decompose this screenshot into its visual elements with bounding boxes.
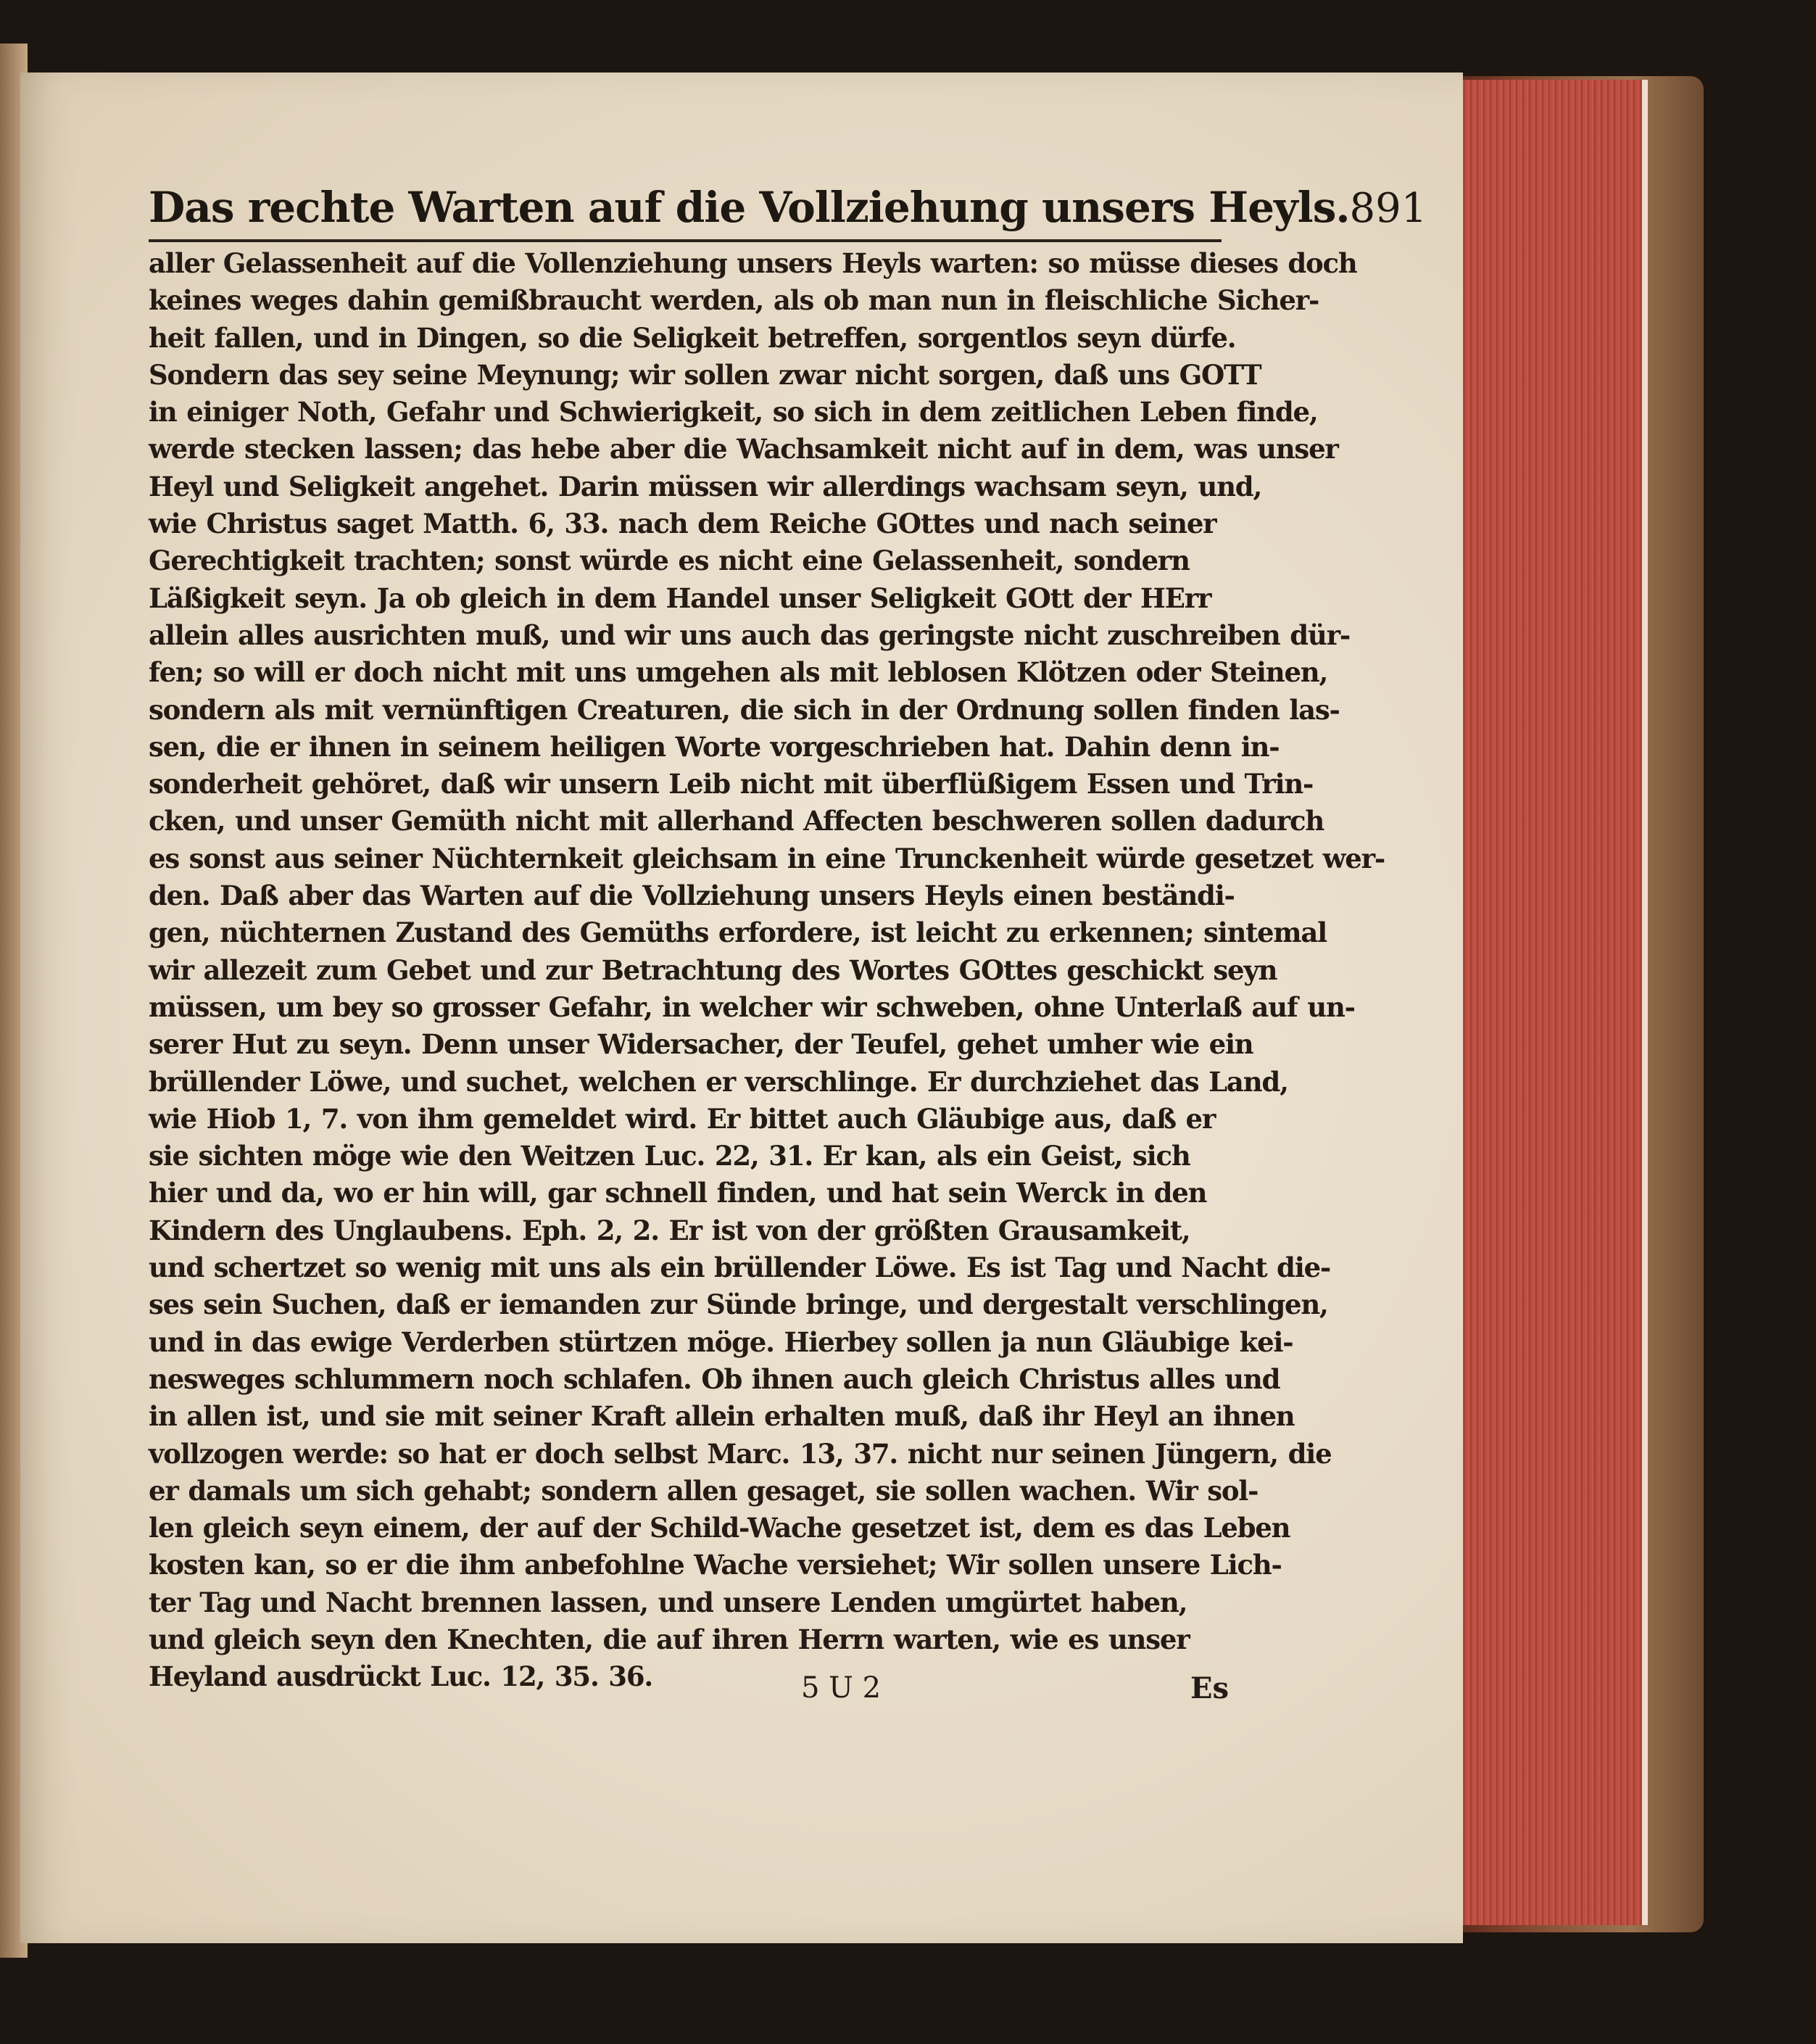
signature-mark: 5 U 2: [801, 1671, 882, 1705]
text-line: und in das ewige Verderben stürtzen möge. Hierbey sollen ja nun Gläubige kei-: [149, 1325, 1293, 1358]
text-line: heit fallen, und in Dingen, so die Seligkeit betreffen, sorgentlos seyn dürfe.: [149, 321, 1236, 354]
text-line: sonderheit gehöret, daß wir unsern Leib nicht mit überflüßigem Essen und Trin-: [149, 768, 1314, 800]
text-line: Sondern das sey seine Meynung; wir sollen zwar nicht sorgen, daß uns GOTT: [149, 358, 1261, 391]
text-line: sen, die er ihnen in seinem heiligen Worte vorgeschrieben hat. Dahin denn in-: [149, 730, 1280, 763]
text-line: und schertzet so wenig mit uns als ein brüllender Löwe. Es ist Tag und Nacht die-: [149, 1251, 1331, 1284]
body-text: [149, 245, 1385, 1696]
text-line: und gleich seyn den Knechten, die auf ihren Herrn warten, wie es unser: [149, 1623, 1190, 1655]
catchword: Es: [1190, 1671, 1229, 1705]
text-line: fen; so will er doch nicht mit uns umgehen als mit leblosen Klötzen oder Steinen,: [149, 656, 1328, 689]
text-line: den. Daß aber das Warten auf die Vollziehung unsers Heyls einen beständi-: [149, 880, 1235, 912]
text-line: werde stecken lassen; das hebe aber die Wachsamkeit nicht auf in dem, was unser: [149, 433, 1338, 466]
text-line: in allen ist, und sie mit seiner Kraft allein erhalten muß, daß ihr Heyl an ihnen: [149, 1400, 1295, 1433]
text-line: kosten kan, so er die ihm anbefohlne Wache versiehet; Wir sollen unsere Lich-: [149, 1549, 1282, 1581]
text-line: sie sichten möge wie den Weitzen Luc. 22, 31. Er kan, als ein Geist, sich: [149, 1140, 1190, 1172]
text-line: brüllender Löwe, und suchet, welchen er verschlinge. Er durchziehet das Land,: [149, 1065, 1288, 1098]
text-line: wie Christus saget Matth. 6, 33. nach dem Reiche GOttes und nach seiner: [149, 508, 1216, 540]
page-header: [149, 174, 1427, 232]
text-line: Kindern des Unglaubens. Eph. 2, 2. Er ist von der größten Grausamkeit,: [149, 1214, 1190, 1246]
text-line: Heyl und Seligkeit angehet. Darin müssen wir allerdings wachsam seyn, und,: [149, 470, 1262, 502]
text-line: müssen, um bey so grosser Gefahr, in welcher wir schweben, ohne Unterlaß auf un-: [149, 990, 1355, 1023]
text-line: keines weges dahin gemißbraucht werden, als ob man nun in fleischliche Sicher-: [149, 284, 1319, 317]
text-line: gen, nüchternen Zustand des Gemüths erfordere, ist leicht zu erkennen; sintemal: [149, 917, 1327, 949]
text-line: hier und da, wo er hin will, gar schnell finden, und hat sein Werck in den: [149, 1177, 1207, 1209]
text-line: cken, und unser Gemüth nicht mit allerhand Affecten beschweren sollen dadurch: [149, 805, 1324, 837]
text-line: Läßigkeit seyn. Ja ob gleich in dem Handel unser Seligkeit GOtt der HErr: [149, 582, 1211, 614]
page-edges: [1454, 80, 1648, 1925]
header-rule: [149, 239, 1222, 242]
text-line: wie Hiob 1, 7. von ihm gemeldet wird. Er bittet auch Gläubige aus, daß er: [149, 1102, 1216, 1135]
text-line: vollzogen werde: so hat er doch selbst Marc. 13, 37. nicht nur seinen Jüngern, die: [149, 1437, 1332, 1470]
text-line: allein alles ausrichten muß, und wir uns auch das geringste nicht zuschreiben dür-: [149, 618, 1351, 651]
text-line: nesweges schlummern noch schlafen. Ob ihnen auch gleich Christus alles und: [149, 1362, 1280, 1395]
text-line: ter Tag und Nacht brennen lassen, und unsere Lenden umgürtet haben,: [149, 1586, 1187, 1618]
text-line: len gleich seyn einem, der auf der Schild-Wache gesetzet ist, dem es das Leben: [149, 1512, 1290, 1544]
text-line: Heyland ausdrückt Luc. 12, 35. 36.: [149, 1660, 653, 1693]
text-line: in einiger Noth, Gefahr und Schwierigkeit, so sich in dem zeitlichen Leben finde,: [149, 396, 1318, 429]
text-line: er damals um sich gehabt; sondern allen gesaget, sie sollen wachen. Wir sol-: [149, 1474, 1259, 1507]
text-line: Gerechtigkeit trachten; sonst würde es nicht eine Gelassenheit, sondern: [149, 545, 1190, 577]
text-line: es sonst aus seiner Nüchternkeit gleichsam in eine Trunckenheit würde gesetzet wer-: [149, 842, 1385, 874]
text-line: serer Hut zu seyn. Denn unser Widersacher, der Teufel, gehet umher wie ein: [149, 1028, 1253, 1061]
running-title: Das rechte Warten auf die Vollziehung unsers Heyls.: [149, 183, 1350, 232]
text-line: sondern als mit vernünftigen Creaturen, die sich in der Ordnung sollen finden las-: [149, 693, 1340, 726]
page-footer: [149, 1671, 1229, 1715]
text-line: ses sein Suchen, daß er iemanden zur Sünde bringe, und dergestalt verschlingen,: [149, 1288, 1328, 1321]
text-line: aller Gelassenheit auf die Vollenziehung unsers Heyls warten: so müsse dieses doch: [149, 247, 1357, 279]
text-line: wir allezeit zum Gebet und zur Betrachtung des Wortes GOttes geschickt seyn: [149, 953, 1277, 986]
page-number: 891: [1349, 185, 1427, 232]
